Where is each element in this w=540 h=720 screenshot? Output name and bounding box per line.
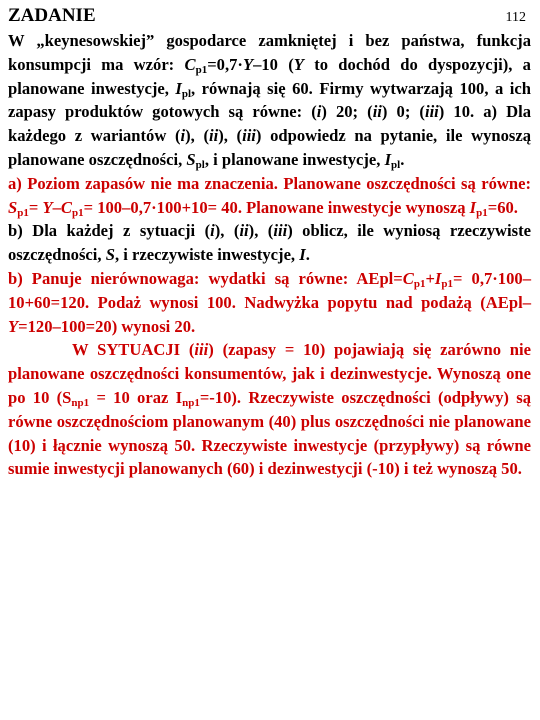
symbol-savings: S bbox=[8, 197, 18, 217]
subscript: p1 bbox=[476, 206, 488, 219]
variant-label: i bbox=[316, 102, 322, 122]
text-run: b) Panuje nierównowaga: wydatki są równe: AEpl= bbox=[8, 268, 403, 288]
text-run: . bbox=[305, 245, 310, 265]
variant-label: iii bbox=[424, 102, 439, 122]
symbol-savings: S bbox=[186, 149, 196, 169]
variant-label: iii bbox=[194, 340, 209, 360]
text-run: =0,7· bbox=[207, 54, 243, 74]
variant-label: ii bbox=[372, 102, 382, 122]
text-run: = 10 oraz I bbox=[89, 387, 183, 407]
text-run: – bbox=[52, 197, 61, 217]
subscript: p1 bbox=[71, 206, 84, 219]
subscript: np1 bbox=[71, 396, 90, 409]
subscript: p1 bbox=[17, 206, 29, 219]
text-run: W SYTUACJI ( bbox=[72, 340, 195, 360]
text-run: ) 0; ( bbox=[381, 102, 425, 122]
symbol-income: Y bbox=[242, 54, 254, 74]
text-run: =60. bbox=[487, 197, 518, 217]
symbol-consumption: C bbox=[402, 268, 414, 288]
text-run: = bbox=[28, 197, 43, 217]
text-run: ) (zapasy = 10) pojawiają się zarówno nie planowane oszczędności konsumentów, jak i dezinwestycje. Wynoszą one po 10 (S bbox=[8, 340, 531, 407]
symbol-investment: I bbox=[434, 268, 442, 288]
text-run: b) Dla każdej z sytuacji ( bbox=[8, 221, 211, 241]
text-run: ) odpowiedz na pytanie, ile wynoszą planowane oszczędności, bbox=[8, 126, 532, 169]
subscript: pl bbox=[181, 87, 192, 100]
variant-label: i bbox=[210, 221, 215, 241]
text-run: =-10). Rzeczywiste oszczędności (odpływy) są równe oszczędnościom planowanym (40) plus oszczędności nie planowane (10) i łącznie wynoszą 50. Rzeczywiste inwestycje (przypływy) są równe sumie inwestycji planowanych (60) i dezinwestycji (-10) i też wynoszą 50. bbox=[8, 387, 531, 479]
subscript: p1 bbox=[195, 63, 208, 76]
text-run: ), ( bbox=[214, 221, 240, 241]
situation-iii-paragraph bbox=[8, 338, 531, 481]
text-run: ), ( bbox=[248, 221, 274, 241]
text-run: ) 10. a) Dla każdego z wariantów ( bbox=[8, 102, 532, 146]
text-run: , i planowane inwestycje, bbox=[204, 149, 385, 169]
text-run: ) oblicz, ile wyniosą rzeczywiste oszczędności, bbox=[8, 221, 531, 265]
variant-label: ii bbox=[208, 126, 219, 146]
subscript: pl bbox=[195, 158, 205, 171]
content bbox=[8, 29, 531, 481]
variant-label: ii bbox=[239, 221, 249, 241]
text-run: , równają się 60. Firmy wytwarzają 100, a ich zapasy produktów gotowych są równe: ( bbox=[8, 78, 531, 122]
subscript: p1 bbox=[413, 277, 426, 290]
text-run: a) Poziom zapasów nie ma znaczenia. Planowane oszczędności są równe: bbox=[8, 173, 531, 193]
slide-heading: ZADANIE bbox=[8, 5, 96, 26]
variant-label: iii bbox=[273, 221, 288, 241]
symbol-consumption: C bbox=[60, 197, 72, 217]
symbol-investment: I bbox=[469, 197, 477, 217]
page-number: 112 bbox=[505, 10, 526, 25]
text-run: . bbox=[400, 149, 405, 169]
text-run: ) 20; ( bbox=[321, 102, 373, 122]
text-run: W „keynesowskiej” gospodarce zamkniętej i bez państwa, funkcja konsumpcji ma wzór: bbox=[8, 31, 531, 74]
symbol-investment: I bbox=[175, 78, 182, 98]
task-paragraph bbox=[8, 29, 531, 172]
subscript: p1 bbox=[441, 277, 454, 290]
subscript: np1 bbox=[182, 396, 200, 409]
symbol-income: Y bbox=[293, 54, 304, 74]
symbol-investment: I bbox=[384, 149, 392, 169]
symbol-income: Y bbox=[42, 197, 53, 217]
variant-label: i bbox=[180, 126, 186, 146]
text-run: =120–100=20) wynosi 20. bbox=[18, 316, 196, 336]
answer-a-paragraph bbox=[8, 172, 531, 220]
symbol-savings: S bbox=[105, 245, 115, 265]
text-run: = 0,7·100–10+60=120. Podaż wynosi 100. Nadwyżka popytu nad podażą (AEpl– bbox=[8, 268, 531, 312]
symbol-income: Y bbox=[8, 316, 19, 336]
text-run: to dochód do dyspozycji), a planowane inwestycje, bbox=[8, 54, 531, 98]
symbol-investment: I bbox=[299, 245, 306, 265]
text-run: + bbox=[425, 268, 435, 288]
variant-label: iii bbox=[242, 126, 256, 146]
text-run: , i rzeczywiste inwestycje, bbox=[114, 245, 300, 265]
text-run: ), ( bbox=[218, 126, 243, 146]
symbol-consumption: C bbox=[184, 54, 196, 74]
text-run: ), ( bbox=[185, 126, 209, 146]
question-b-paragraph bbox=[8, 219, 531, 267]
text-run: = 100–0,7·100+10= 40. Planowane inwestycje wynoszą bbox=[83, 197, 470, 217]
answer-b-paragraph bbox=[8, 267, 531, 338]
text-run: –10 ( bbox=[253, 54, 294, 74]
subscript: pl bbox=[391, 158, 401, 171]
